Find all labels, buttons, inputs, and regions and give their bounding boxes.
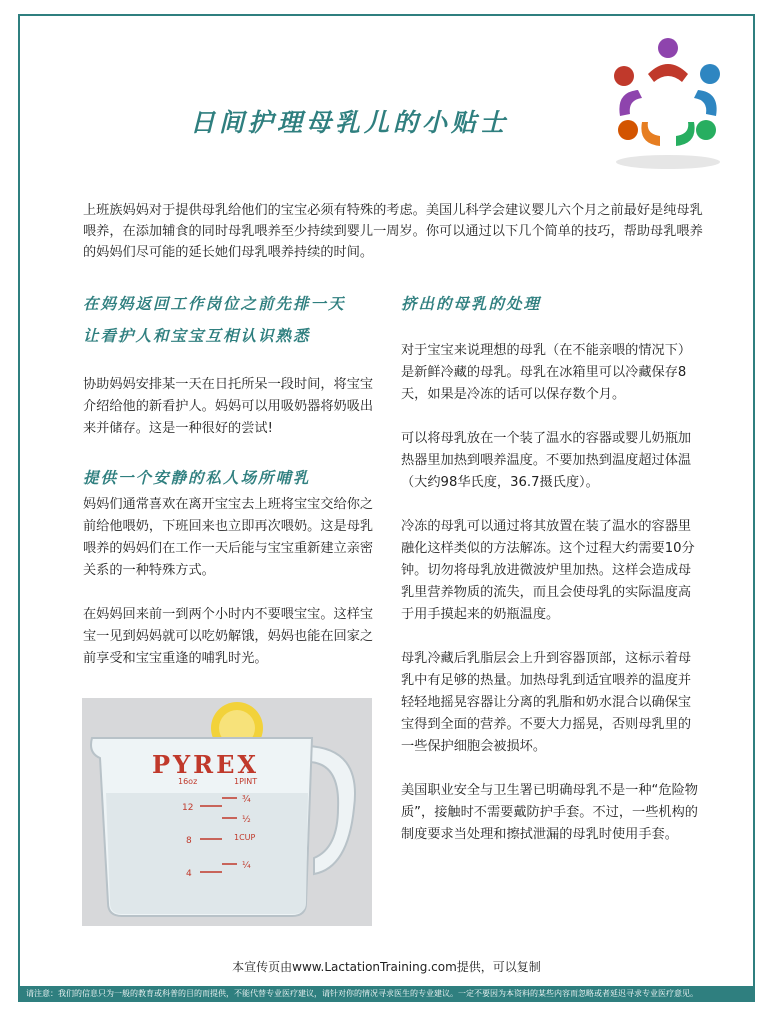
heading-meet-caregiver-line2: 让看护人和宝宝互相认识熟悉 bbox=[83, 326, 311, 345]
logo-figure-5 bbox=[614, 66, 642, 116]
paragraph-storage: 对于宝宝来说理想的母乳（在不能亲喂的情况下）是新鲜冷藏的母乳。母乳在冰箱里可以冷藏保存8天，如果是冷冻的话可以保存数个月。 bbox=[401, 343, 692, 402]
right-column bbox=[401, 288, 701, 846]
intro-paragraph: 上班族妈妈对于提供母乳给他们的宝宝必须有特殊的考虑。美国儿科学会建议婴儿六个月之前最好是纯母乳喂养，在添加辅食的同时母乳喂养至少持续到婴儿一周岁。你可以通过以下几个简单的技巧，帮助母乳喂养的妈妈们尽可能的延长她们母乳喂养持续的时间。 bbox=[83, 203, 703, 260]
page-title: 日间护理母乳儿的小贴士 bbox=[190, 108, 510, 137]
paragraph-meet-caregiver: 协助妈妈安排某一天在日托所呆一段时间，将宝宝介绍给他的新看护人。妈妈可以用吸奶器将奶吸出来并储存。这是一种很好的尝试! bbox=[83, 377, 374, 436]
measuring-cup-photo bbox=[82, 698, 372, 926]
paragraph-quiet-place: 妈妈们通常喜欢在离开宝宝去上班将宝宝交给你之前给他喂奶，下班回来也立即再次喂奶。这是母乳喂养的妈妈们在工作一天后能与宝宝重新建立亲密关系的一种特殊方式。 bbox=[83, 497, 374, 578]
logo-figure-4 bbox=[618, 120, 660, 146]
logo-figure-3 bbox=[676, 120, 716, 146]
paragraph-warming: 可以将母乳放在一个装了温水的容器或婴儿奶瓶加热器里加热到喂养温度。不要加热到温度超过体温（大约98华氏度，36.7摄氏度）。 bbox=[401, 431, 692, 490]
cup-label-4: 4 bbox=[186, 869, 192, 879]
paragraph-thawing: 冷冻的母乳可以通过将其放置在装了温水的容器里融化这样类似的方法解冻。这个过程大约需要10分钟。切勿将母乳放进微波炉里加热。这样会造成母乳里营养物质的流失，而且会使母乳的实际温度高于用手摸起来的奶瓶温度。 bbox=[401, 519, 695, 622]
paragraph-osha: 美国职业安全与卫生署已明确母乳不是一种“危险物质”，接触时不需要戴防护手套。不过，一些机构的制度要求当处理和擦拭泄漏的母乳时使用手套。 bbox=[401, 783, 698, 842]
heading-meet-caregiver-line1: 在妈妈返回工作岗位之前先排一天 bbox=[83, 294, 346, 313]
logo-figure-1 bbox=[648, 38, 688, 82]
heading-expressed-milk: 挤出的母乳的处理 bbox=[401, 294, 542, 313]
people-circle-logo bbox=[598, 34, 738, 174]
cup-label-quarter: ¼ bbox=[242, 861, 251, 871]
cup-label-half: ½ bbox=[242, 815, 251, 825]
paragraph-cream-separation: 母乳冷藏后乳脂层会上升到容器顶部，这标示着母乳中有足够的热量。加热母乳到适宜喂养的温度并轻轻地摇晃容器让分离的乳脂和奶水混合以确保宝宝得到全面的营养。不要大力摇晃，否则母乳里的一些保护细胞会被损坏。 bbox=[401, 651, 692, 754]
cup-label-three-quarter: ¾ bbox=[242, 795, 251, 805]
cup-label-1pint: 1PINT bbox=[234, 777, 258, 786]
pyrex-brand-label: PYREX bbox=[152, 750, 260, 779]
cup-label-8: 8 bbox=[186, 836, 192, 846]
paragraph-dont-feed-before: 在妈妈回来前一到两个小时内不要喂宝宝。这样宝宝一见到妈妈就可以吃奶解饿，妈妈也能在回家之前享受和宝宝重逢的哺乳时光。 bbox=[83, 607, 374, 666]
cup-label-1cup: 1CUP bbox=[234, 833, 256, 842]
heading-quiet-place: 提供一个安静的私人场所哺乳 bbox=[83, 468, 311, 487]
footer-credit: 本宣传页由www.LactationTraining.com提供，可以复制 bbox=[232, 960, 541, 974]
cup-label-12: 12 bbox=[182, 803, 194, 813]
disclaimer-bar: 请注意：我们的信息只为一般的教育或科普的目的而提供，不能代替专业医疗建议，请针对你的情况寻求医生的专业建议。一定不要因为本资料的某些内容而忽略或者延迟寻求专业医疗意见。 bbox=[18, 986, 755, 1002]
cup-label-16oz: 16oz bbox=[178, 777, 198, 786]
left-column bbox=[83, 288, 378, 670]
logo-figure-2 bbox=[694, 64, 720, 116]
